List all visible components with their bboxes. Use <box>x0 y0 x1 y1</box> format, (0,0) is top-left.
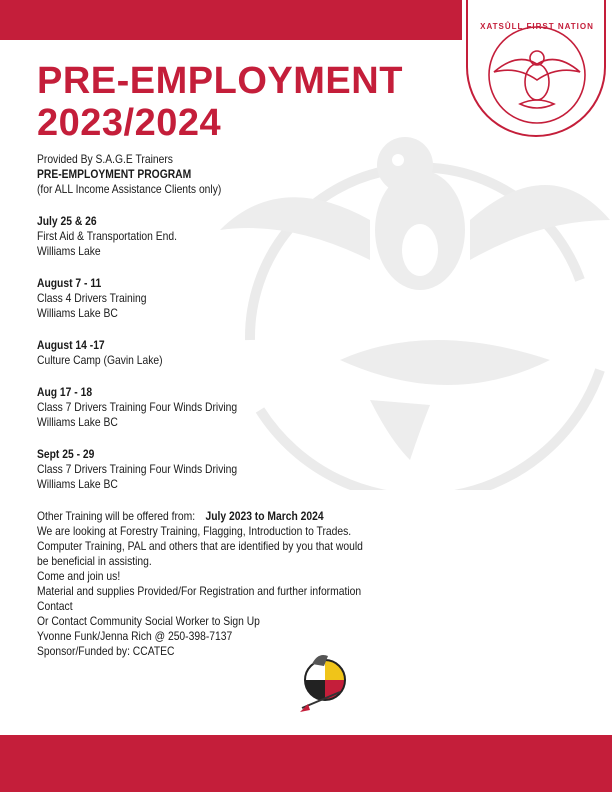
session-date: Sept 25 - 29 <box>37 447 95 461</box>
sponsor-line: Sponsor/Funded by: CCATEC <box>37 644 175 658</box>
medicine-wheel-icon <box>294 652 356 722</box>
flyer-body <box>37 152 437 659</box>
bottom-banner <box>0 735 612 792</box>
seal-text: XATSÛLL FIRST NATION <box>480 22 594 31</box>
info-line: Material and supplies Provided/For Registration and further information <box>37 584 362 598</box>
session-location: Williams Lake BC <box>37 477 118 491</box>
session-detail: Class 4 Drivers Training <box>37 291 147 305</box>
program-name: PRE-EMPLOYMENT PROGRAM <box>37 167 192 181</box>
session-date: August 14 -17 <box>37 338 105 352</box>
session-item <box>37 385 437 430</box>
session-detail: Class 7 Drivers Training Four Winds Driving <box>37 400 238 414</box>
title-line-2: 2023/2024 <box>37 102 222 144</box>
info-line: be beneficial in assisting. <box>37 554 152 568</box>
session-date: Aug 17 - 18 <box>37 385 93 399</box>
other-training-dates: July 2023 to March 2024 <box>205 509 324 523</box>
session-detail: First Aid & Transportation End. <box>37 229 177 243</box>
title-line-1: PRE-EMPLOYMENT <box>37 60 403 102</box>
info-line: We are looking at Forestry Training, Flagging, Introduction to Trades. <box>37 524 352 538</box>
eligibility: (for ALL Income Assistance Clients only) <box>37 182 222 196</box>
page-title <box>37 60 403 144</box>
session-item <box>37 276 437 321</box>
session-detail: Class 7 Drivers Training Four Winds Driving <box>37 462 238 476</box>
other-training-label: Other Training will be offered from: <box>37 509 196 523</box>
session-item <box>37 447 437 492</box>
info-line: Computer Training, PAL and others that are identified by you that would <box>37 539 363 553</box>
session-location: Williams Lake BC <box>37 415 118 429</box>
session-detail: Culture Camp (Gavin Lake) <box>37 353 163 367</box>
session-item <box>37 214 437 259</box>
session-item <box>37 338 437 368</box>
info-line: Come and join us! <box>37 569 121 583</box>
info-line: Contact <box>37 599 73 613</box>
session-list <box>37 214 437 492</box>
provided-by: Provided By S.A.G.E Trainers <box>37 152 173 166</box>
session-date: July 25 & 26 <box>37 214 97 228</box>
session-date: August 7 - 11 <box>37 276 102 290</box>
info-line: Or Contact Community Social Worker to Sign Up <box>37 614 260 628</box>
other-training <box>37 509 437 659</box>
seal-badge <box>462 0 612 143</box>
session-location: Williams Lake <box>37 244 101 258</box>
contact-line: Yvonne Funk/Jenna Rich @ 250-398-7137 <box>37 629 233 643</box>
session-location: Williams Lake BC <box>37 306 118 320</box>
